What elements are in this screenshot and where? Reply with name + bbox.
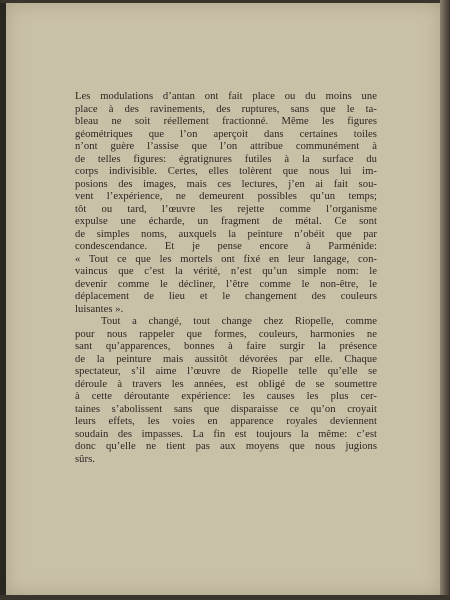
paragraph-2 [75, 316, 377, 466]
text-line: sûrs. [75, 453, 95, 465]
scan-edge-bottom [0, 595, 450, 600]
text-line: vent l’expérience, ne demeurent possibles qu’un temps; [75, 191, 377, 202]
text-line: de la peinture mais aussitôt dévorées par elle. Chaque [75, 353, 377, 365]
text-line: spectateur, s’il aime l’œuvre de Riopelle telle qu’elle se [75, 366, 377, 377]
text-line: de telles figures: égratignures futiles à la surface du [75, 153, 377, 165]
text-line: place à des ravinements, des ruptures, sans que le ta- [75, 103, 377, 115]
text-line: déroule à travers les années, est obligé de se soumettre [75, 378, 377, 390]
scan-edge-right [440, 0, 450, 600]
text-line: leurs effets, les voies en apparence royales deviennent [75, 416, 377, 427]
text-line: géométriques que l’on aperçoit dans certaines toiles [75, 128, 377, 140]
text-line: luisantes ». [75, 303, 124, 315]
text-line: Tout a changé, tout change chez Riopelle, comme [101, 316, 377, 327]
text-line: devenir comme le décliner, l’être comme le non-être, le [75, 278, 377, 290]
text-line: soudain des impasses. La fin est toujours la même: c’est [75, 428, 377, 440]
text-line: taines s’abolissent sans que disparaisse ce qu’on croyait [75, 403, 377, 415]
text-line: corps indivisible. Certes, elles tolèrent que nous lui im- [75, 166, 377, 177]
text-line: n’ont guère l’assise que l’on attribue communément à [75, 141, 377, 152]
text-line: sant qu’apparences, bonnes à faire surgir la présence [75, 341, 377, 352]
text-line: « Tout ce que les mortels ont fixé en leur langage, con- [75, 253, 377, 265]
text-line: expulse une écharde, un fragment de métal. Ce sont [75, 216, 377, 227]
text-line: tôt ou tard, l’œuvre les rejette comme l’organisme [75, 203, 377, 215]
text-line: à cette déroutante expérience: les causes les plus cer- [75, 391, 377, 402]
text-line: Les modulations d’antan ont fait place ou du moins une [75, 91, 377, 102]
text-line: vaincus que c’est la vérité, n’est qu’un simple nom: le [75, 266, 377, 277]
body-text [75, 91, 377, 466]
text-line: posions des images, mais ces lectures, j’en ai fait sou- [75, 178, 377, 190]
text-line: bleau ne soit réellement fractionné. Même les figures [75, 116, 377, 127]
paragraph-1 [75, 91, 377, 316]
text-line: pour nous rappeler que formes, couleurs, harmonies ne [75, 328, 377, 340]
text-line: condescendance. Et je pense encore à Parménide: [75, 241, 377, 252]
text-line: de simples noms, auxquels la peinture n’obéit que par [75, 228, 377, 240]
text-line: déplacement de lieu et le changement des couleurs [75, 291, 377, 302]
text-line: donc qu’elle ne tient pas aux moyens que nous jugions [75, 441, 377, 452]
